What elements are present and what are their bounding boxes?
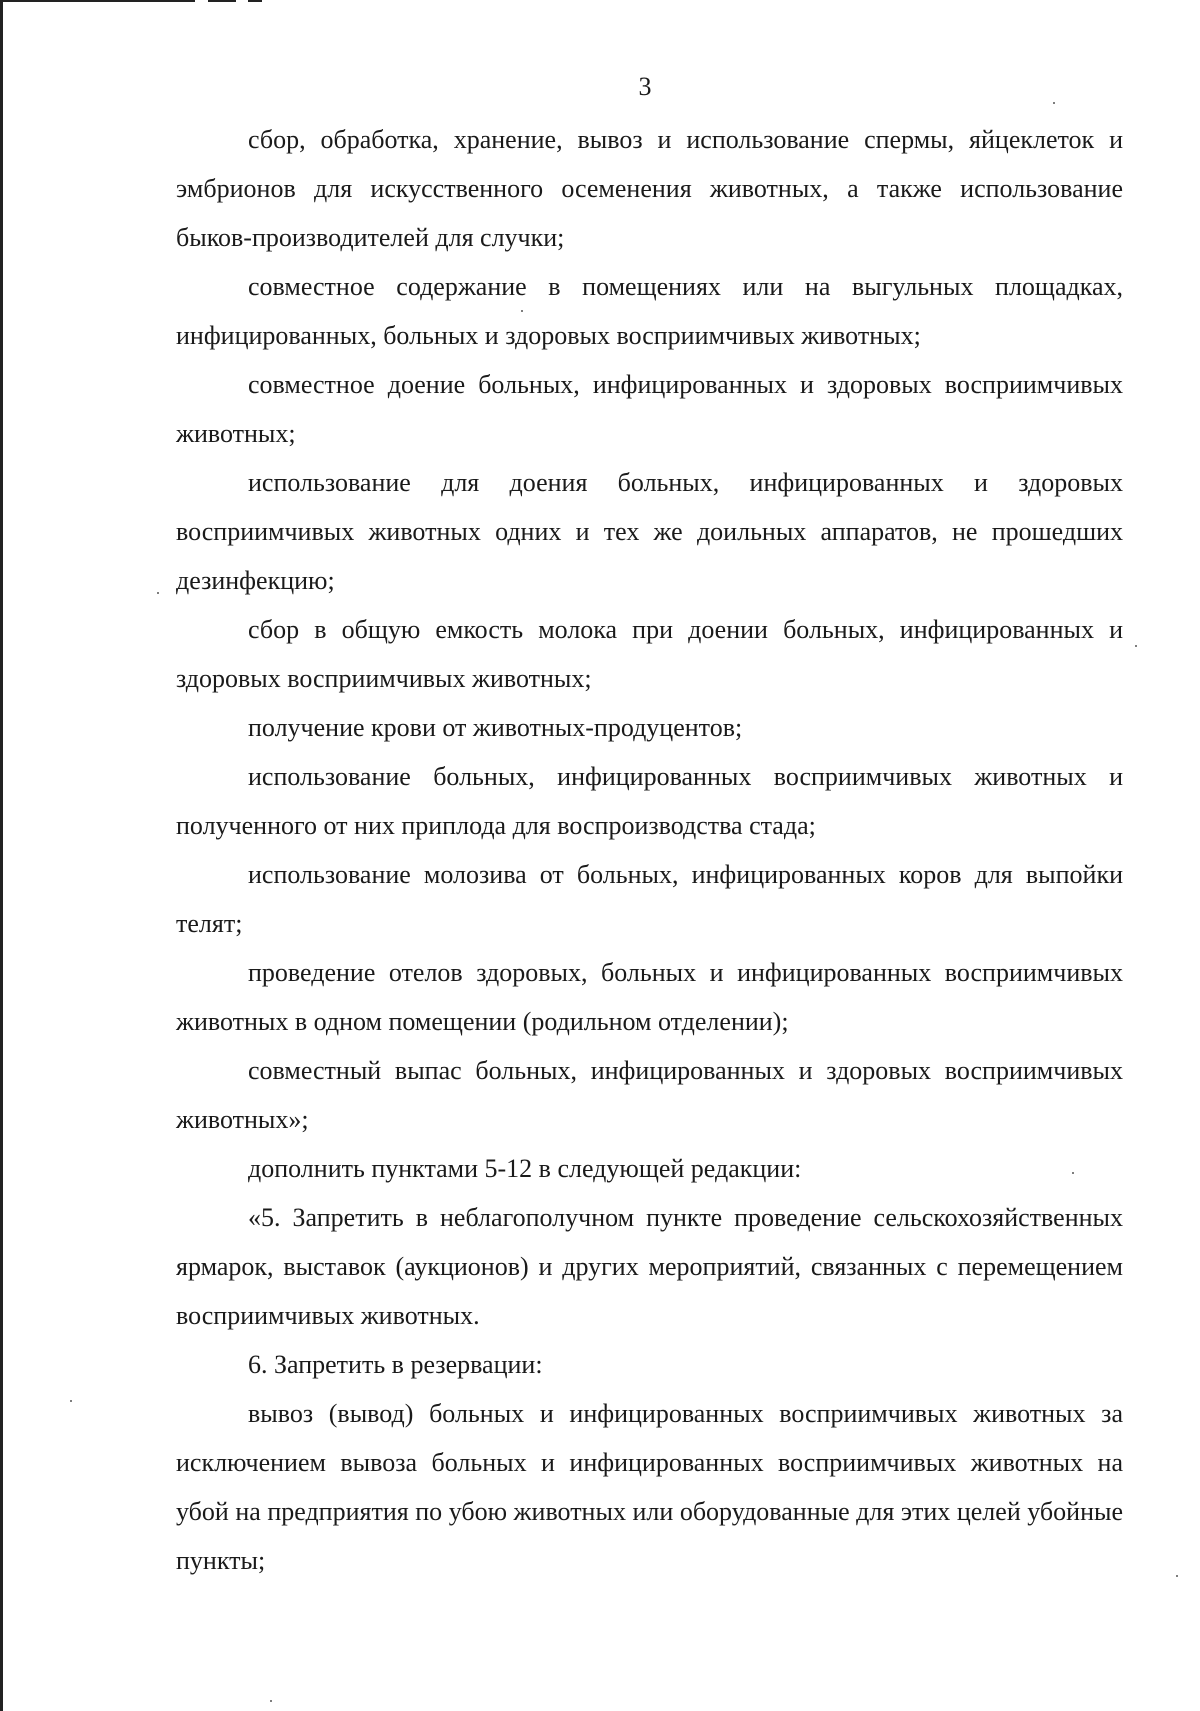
paragraph: «5. Запретить в неблагополучном пункте проведение сельскохозяйственных ярмарок, выставок (аукционов) и других мероприятий, связанных с перемещением восприимчивых животных. xyxy=(176,1203,1123,1330)
scan-speck xyxy=(1072,1172,1074,1174)
paragraph: дополнить пунктами 5-12 в следующей редакции: xyxy=(248,1154,802,1183)
paragraph: совместное содержание в помещениях или на выгульных площадках, инфицированных, больных и здоровых восприимчивых животных; xyxy=(176,272,1123,350)
scan-speck xyxy=(1053,102,1055,104)
paragraph: совместное доение больных, инфицированных и здоровых восприимчивых животных; xyxy=(176,370,1123,448)
paragraph: использование молозива от больных, инфицированных коров для выпойки телят; xyxy=(176,860,1123,938)
paragraph: сбор, обработка, хранение, вывоз и использование спермы, яйцеклеток и эмбрионов для искусственного осеменения животных, а также использование быков-производителей для случки; xyxy=(176,125,1123,252)
paragraph: получение крови от животных-продуцентов; xyxy=(248,713,743,742)
scan-speck xyxy=(157,592,159,594)
paragraph: 6. Запретить в резервации: xyxy=(248,1350,543,1379)
scan-speck xyxy=(70,1400,72,1402)
paragraph: проведение отелов здоровых, больных и инфицированных восприимчивых животных в одном помещении (родильном отделении); xyxy=(176,958,1123,1036)
paragraph: вывоз (вывод) больных и инфицированных восприимчивых животных за исключением вывоза больных и инфицированных восприимчивых животных на убой на предприятия по убою животных или оборудованные для этих целей убойные пункты; xyxy=(176,1399,1123,1575)
document-body xyxy=(176,115,1123,1585)
paragraph: совместный выпас больных, инфицированных и здоровых восприимчивых животных»; xyxy=(176,1056,1123,1134)
scan-border-top xyxy=(0,0,195,2)
scan-border-left xyxy=(0,0,3,1711)
page-number: 3 xyxy=(638,72,652,101)
scan-speck xyxy=(1135,645,1137,647)
scan-border-top xyxy=(208,0,236,2)
scan-speck xyxy=(270,1700,272,1702)
paragraph: сбор в общую емкость молока при доении больных, инфицированных и здоровых восприимчивых животных; xyxy=(176,615,1123,693)
scan-speck xyxy=(521,310,523,312)
scan-speck xyxy=(1176,1575,1178,1577)
paragraph: использование для доения больных, инфицированных и здоровых восприимчивых животных одних и тех же доильных аппаратов, не прошедших дезинфекцию; xyxy=(176,468,1123,595)
paragraph: использование больных, инфицированных восприимчивых животных и полученного от них приплода для воспроизводства стада; xyxy=(176,762,1123,840)
scan-border-top xyxy=(248,0,262,2)
